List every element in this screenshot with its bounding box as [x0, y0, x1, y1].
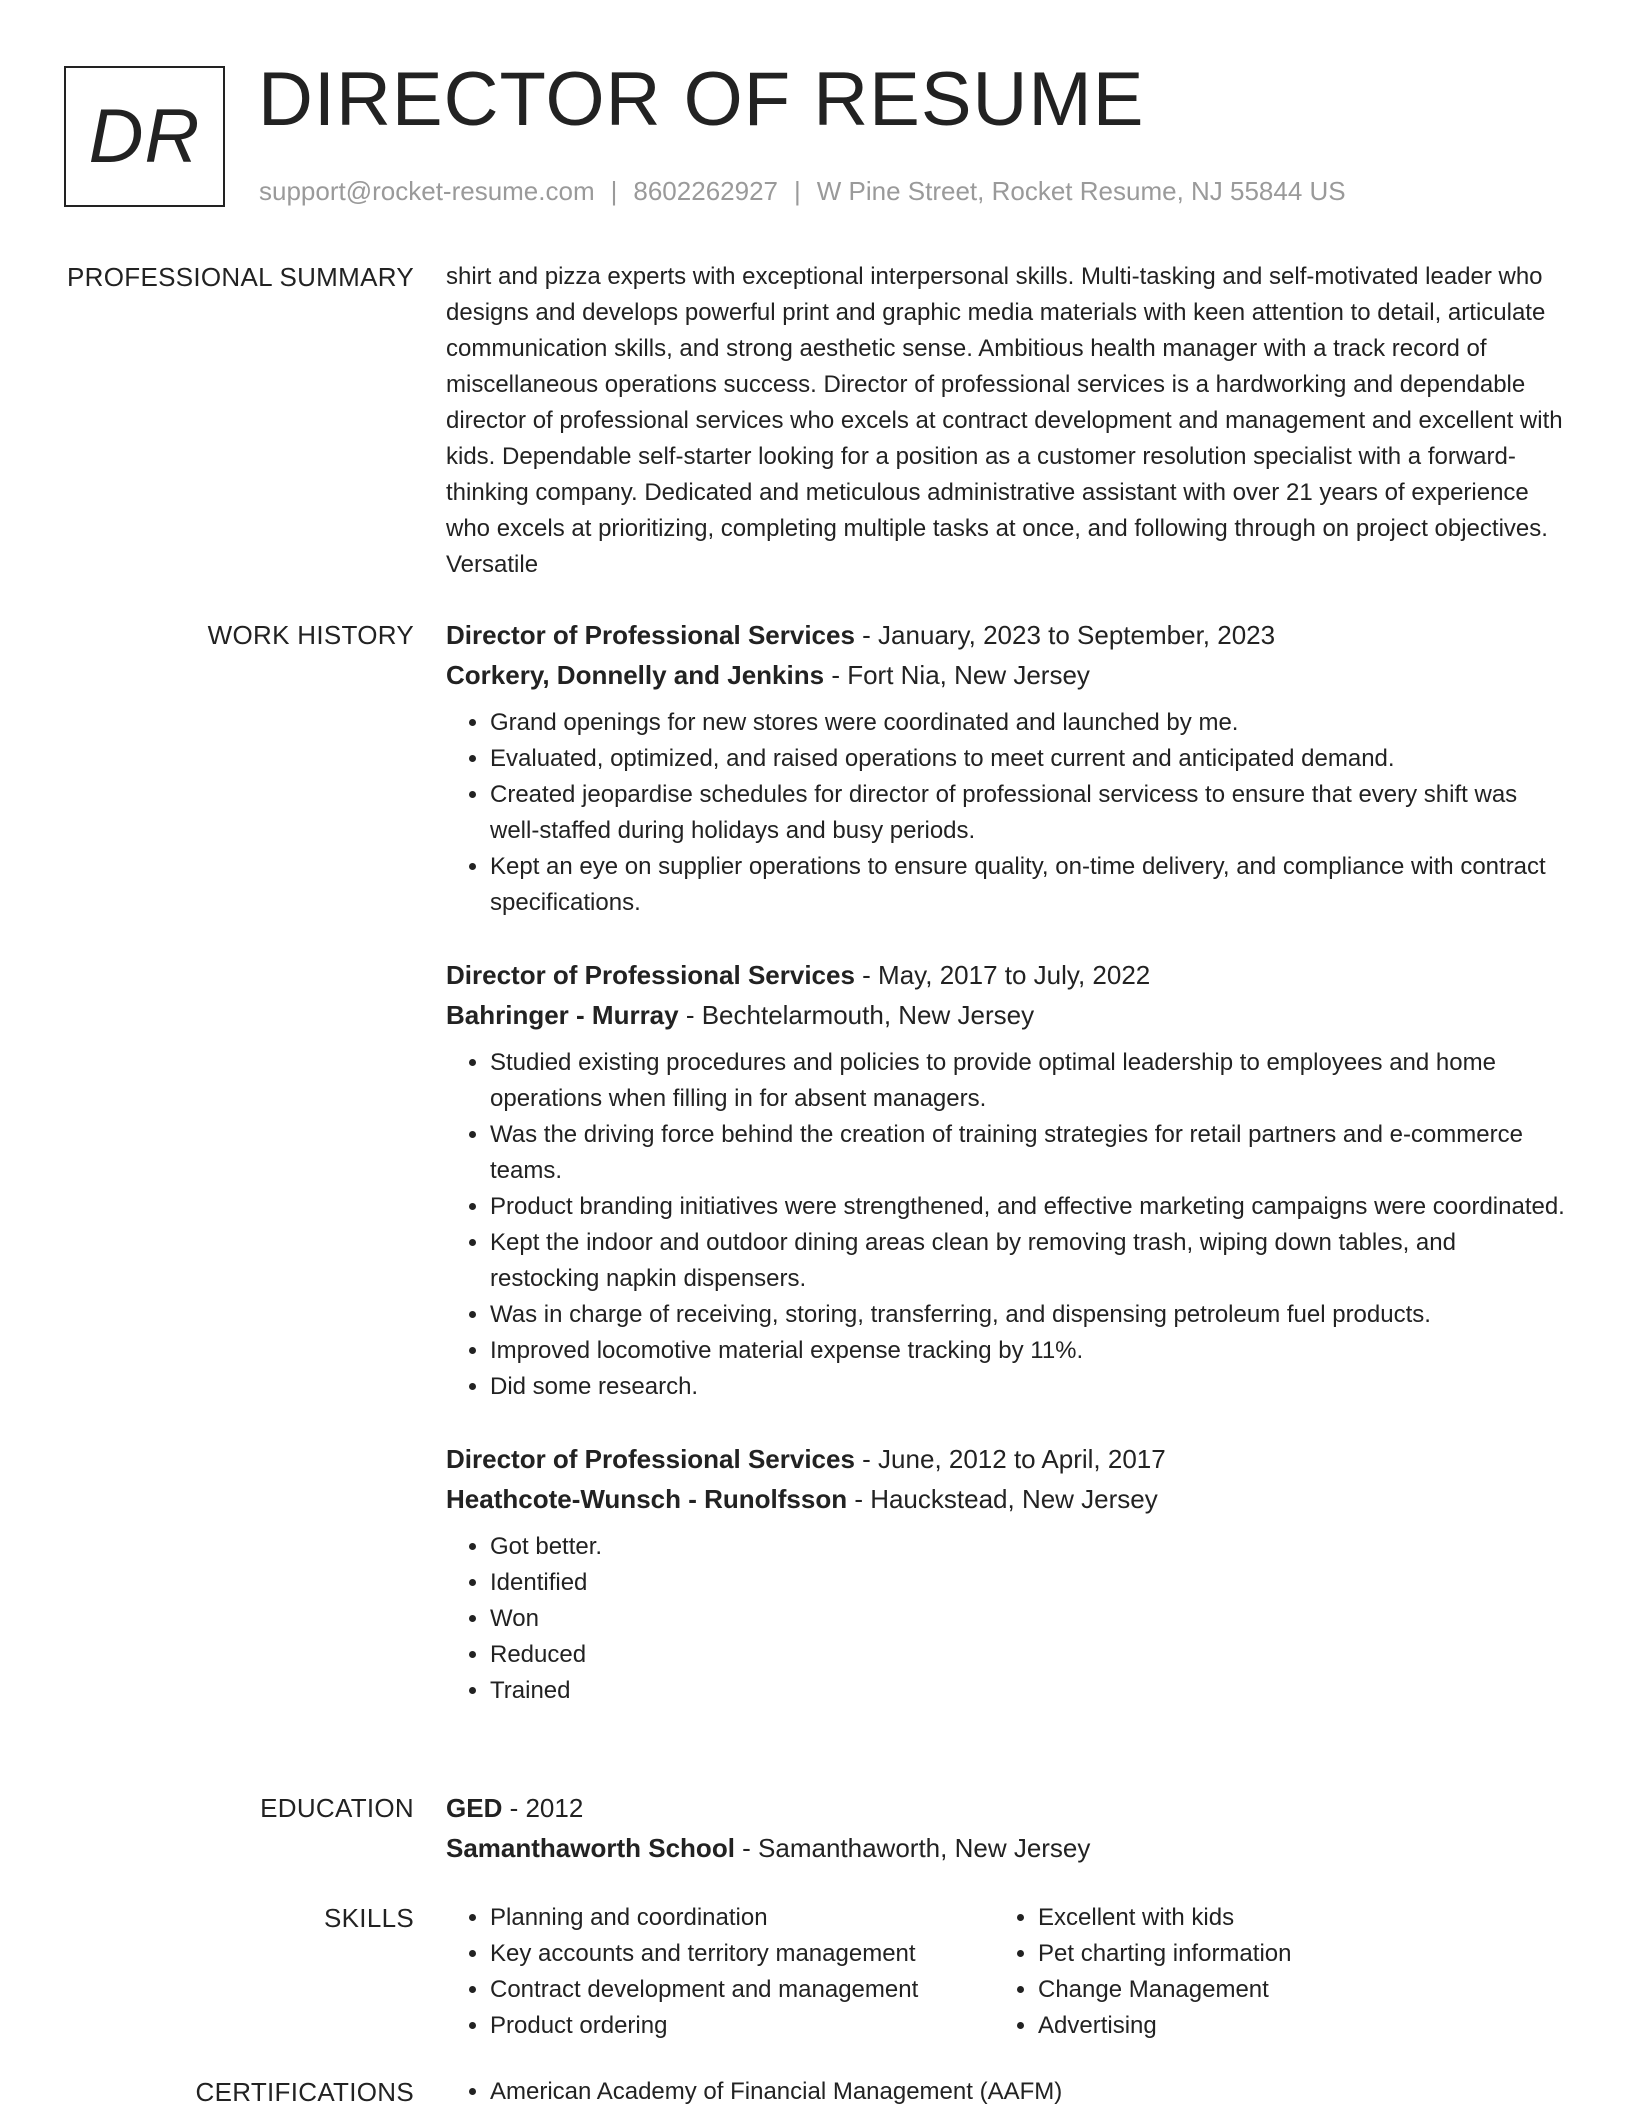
- job-company: Heathcote-Wunsch - Runolfsson: [446, 1484, 848, 1514]
- job-location: - Hauckstead, New Jersey: [847, 1484, 1158, 1514]
- job-company-line: [446, 1479, 1566, 1519]
- skills-column-left: [446, 1900, 994, 2044]
- education-location: - Samanthaworth, New Jersey: [734, 1833, 1091, 1863]
- job-bullet: • Kept an eye on supplier operations to ensure quality, on-time delivery, and compliance with contract specifications.: [490, 849, 1566, 921]
- contact-address: W Pine Street, Rocket Resume, NJ 55844 US: [816, 176, 1346, 206]
- job-title: Director of Professional Services: [446, 1444, 855, 1474]
- skill-item: • Contract development and management: [490, 1972, 994, 2008]
- job-bullet: • Evaluated, optimized, and raised operations to meet current and anticipated demand.: [490, 741, 1566, 777]
- skill-item: • Product ordering: [490, 2008, 994, 2044]
- skills-column-right: [994, 1900, 1542, 2044]
- job-title-line: [446, 1439, 1566, 1479]
- education-degree: GED: [446, 1793, 503, 1823]
- job-bullet: • Trained: [490, 1673, 1566, 1709]
- skill-item: • Key accounts and territory management: [490, 1936, 994, 1972]
- job-title-line: [446, 955, 1566, 995]
- certifications-body: [446, 2074, 1566, 2110]
- skill-item: • Advertising: [1038, 2008, 1542, 2044]
- summary-heading: PROFESSIONAL SUMMARY: [67, 262, 414, 292]
- job-bullet: • Studied existing procedures and policies to provide optimal leadership to employees and home operations when filling in for absent managers.: [490, 1045, 1566, 1117]
- contact-email: support@rocket-resume.com: [259, 176, 595, 206]
- contact-separator: |: [794, 176, 801, 206]
- job-title: Director of Professional Services: [446, 620, 855, 650]
- job-bullet: • Did some research.: [490, 1369, 1566, 1405]
- job-bullet: • Grand openings for new stores were coordinated and launched by me.: [490, 705, 1566, 741]
- job-bullet: • Got better.: [490, 1529, 1566, 1565]
- job-company-line: [446, 995, 1566, 1035]
- skill-item: • Pet charting information: [1038, 1936, 1542, 1972]
- skill-item: • Change Management: [1038, 1972, 1542, 2008]
- education-school: Samanthaworth School: [446, 1833, 735, 1863]
- job-bullet: • Kept the indoor and outdoor dining areas clean by removing trash, wiping down tables, and restocking napkin dispensers.: [490, 1225, 1566, 1297]
- skills-grid: [446, 1900, 1566, 2044]
- job-dates: - January, 2023 to September, 2023: [854, 620, 1276, 650]
- skills-heading: SKILLS: [324, 1903, 414, 1933]
- skill-item: • Excellent with kids: [1038, 1900, 1542, 1936]
- work-history-heading: WORK HISTORY: [207, 620, 414, 650]
- skills-list: [446, 1900, 994, 2044]
- education-school-line: [446, 1828, 1566, 1868]
- job-bullets: [446, 705, 1566, 921]
- education-body: [446, 1788, 1566, 1878]
- contact-separator: |: [610, 176, 618, 206]
- job-bullets: [446, 1045, 1566, 1405]
- education-year: - 2012: [502, 1793, 584, 1823]
- job-title-line: [446, 615, 1566, 655]
- monogram-badge: DR: [64, 66, 225, 207]
- job-bullet: • Identified: [490, 1565, 1566, 1601]
- certifications-list: [446, 2074, 1566, 2110]
- candidate-name: DIRECTOR OF RESUME: [258, 57, 1145, 142]
- skills-body: [446, 1900, 1566, 2044]
- job-bullet: • Reduced: [490, 1637, 1566, 1673]
- job-bullet: • Was in charge of receiving, storing, transferring, and dispensing petroleum fuel products.: [490, 1297, 1566, 1333]
- summary-text: shirt and pizza experts with exceptional interpersonal skills. Multi-tasking and self-motivated leader who designs and develops powerful print and graphic media materials with keen attention to detail, articulate communication skills, and strong aesthetic sense. Ambitious health manager with a track record of miscellaneous operations success. Director of professional services is a hardworking and dependable director of professional services who excels at contract development and management and excellent with kids. Dependable self-starter looking for a position as a customer resolution specialist with a forward-thinking company. Dedicated and meticulous administrative assistant with over 21 years of experience who excels at prioritizing, completing multiple tasks at once, and following through on project objectives. Versatile: [446, 263, 1563, 578]
- job-company: Bahringer - Murray: [446, 1000, 679, 1030]
- work-history-body: [446, 615, 1566, 1743]
- job-bullet: • Created jeopardise schedules for director of professional servicess to ensure that every shift was well-staffed during holidays and busy periods.: [490, 777, 1566, 849]
- skill-item: • Planning and coordination: [490, 1900, 994, 1936]
- education-degree-line: [446, 1788, 1566, 1828]
- job-bullet: • Product branding initiatives were strengthened, and effective marketing campaigns were coordinated.: [490, 1189, 1566, 1225]
- job-company-line: [446, 655, 1566, 695]
- job-dates: - May, 2017 to July, 2022: [854, 960, 1151, 990]
- contact-phone: 8602262927: [633, 176, 778, 206]
- certifications-heading: CERTIFICATIONS: [195, 2077, 414, 2107]
- contact-line: [259, 174, 1346, 208]
- job-bullet: • Was the driving force behind the creation of training strategies for retail partners and e-commerce teams.: [490, 1117, 1566, 1189]
- job-bullets: [446, 1529, 1566, 1709]
- skills-list: [994, 1900, 1542, 2044]
- job-dates: - June, 2012 to April, 2017: [854, 1444, 1166, 1474]
- job-entry: [446, 1439, 1566, 1709]
- job-title: Director of Professional Services: [446, 960, 855, 990]
- job-location: - Bechtelarmouth, New Jersey: [678, 1000, 1035, 1030]
- education-heading: EDUCATION: [260, 1793, 414, 1823]
- job-location: - Fort Nia, New Jersey: [824, 660, 1090, 690]
- job-company: Corkery, Donnelly and Jenkins: [446, 660, 825, 690]
- job-bullet: • Improved locomotive material expense tracking by 11%.: [490, 1333, 1566, 1369]
- certification-item: • American Academy of Financial Management (AAFM): [490, 2074, 1566, 2110]
- job-entry: [446, 955, 1566, 1405]
- job-entry: [446, 615, 1566, 921]
- summary-body: [446, 259, 1566, 583]
- job-bullet: • Won: [490, 1601, 1566, 1637]
